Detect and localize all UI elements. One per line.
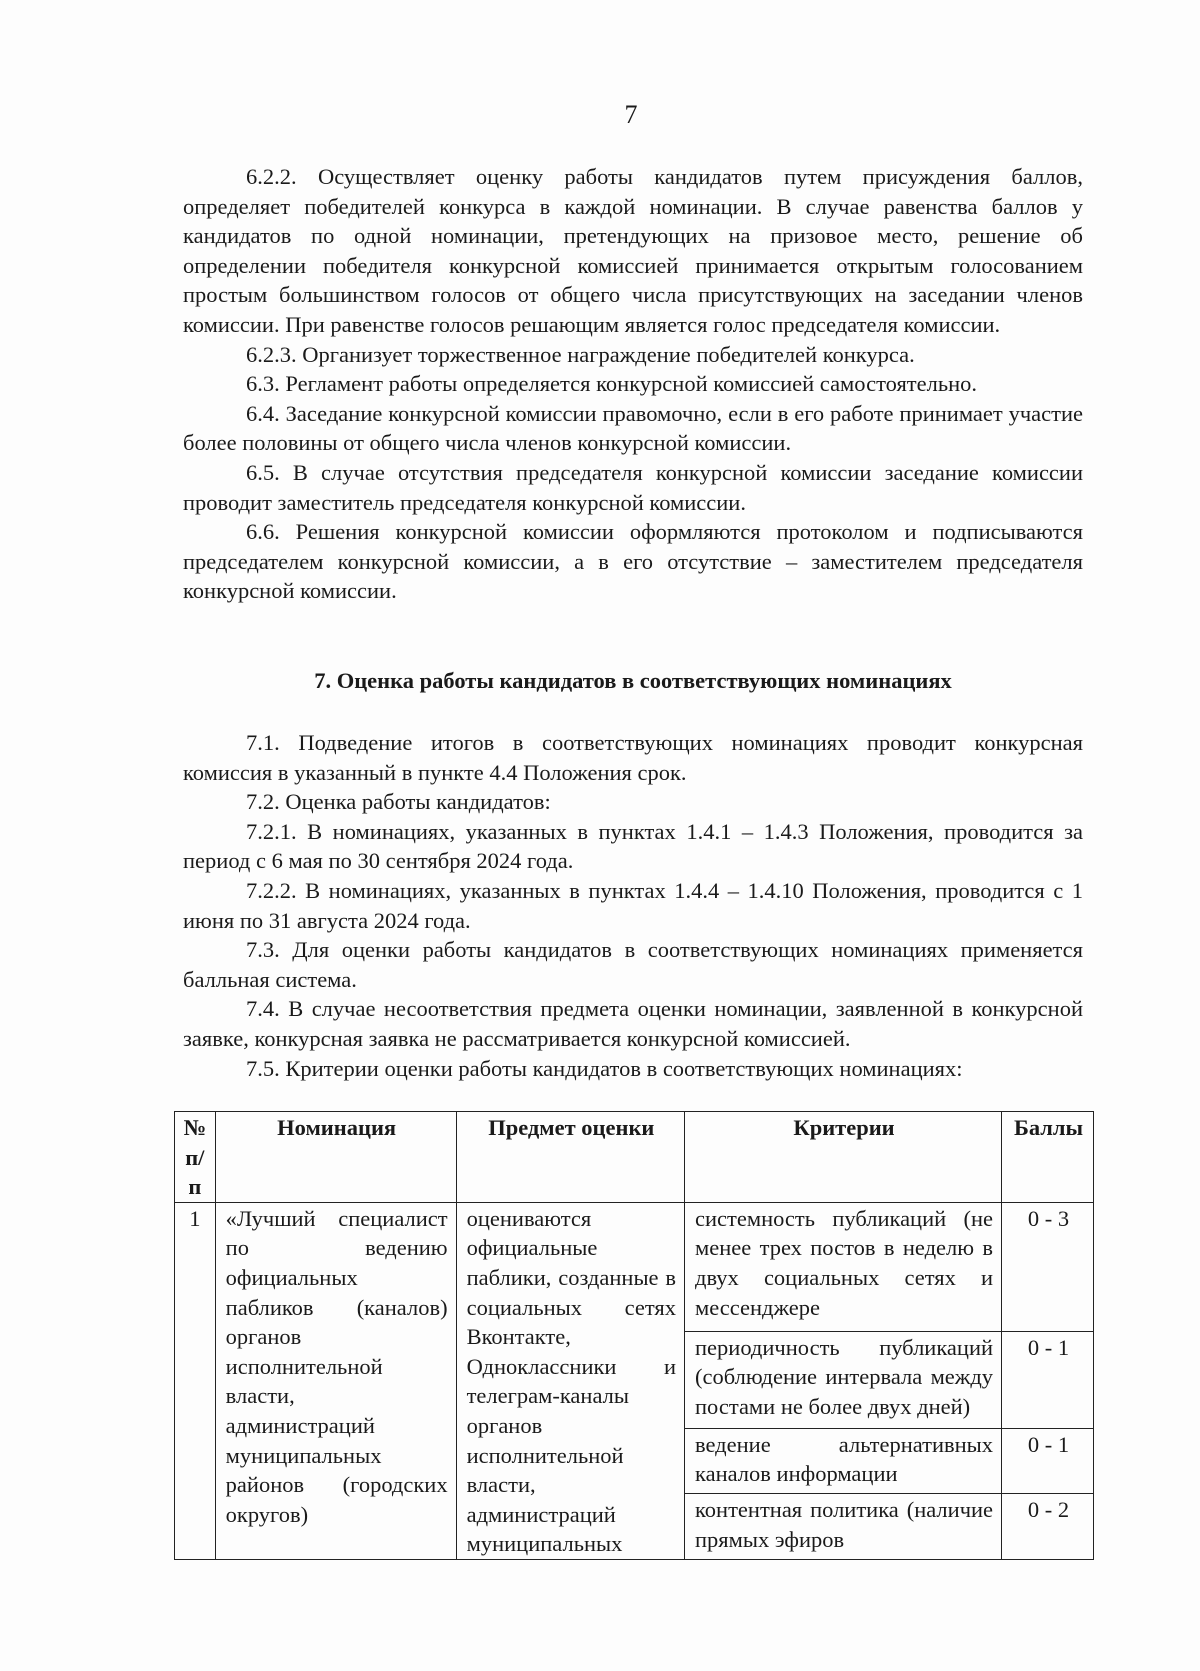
paragraph-6-2-3: 6.2.3. Организует торжественное награждение победителей конкурса. [246,341,915,367]
paragraph-6-5: 6.5. В случае отсутствия председателя конкурсной комиссии заседание комиссии проводит заместитель председателя конкурсной комиссии. [183,459,1083,515]
header-subject: Предмет оценки [456,1112,684,1203]
paragraph-6-3: 6.3. Регламент работы определяется конкурсной комиссией самостоятельно. [246,371,978,397]
criterion-points: 0 - 2 [1002,1494,1094,1560]
paragraph-7-2-2: 7.2.2. В номинациях, указанных в пунктах 1.4.4 – 1.4.10 Положения, проводится с 1 июня по 31 августа 2024 года. [183,877,1083,933]
criteria-table [174,1111,1094,1560]
header-number: № п/п [175,1112,216,1203]
header-points: Баллы [1002,1112,1094,1203]
paragraph-6-2-2: 6.2.2. Осуществляет оценку работы кандидатов путем присуждения баллов, определяет победителей конкурса в каждой номинации. В случае равенства баллов у кандидатов по одной номинации, претендующих на призовое место, решение об определении победителя конкурсной комиссией принимается открытым голосованием простым большинством голосов от общего числа присутствующих на заседании членов комиссии. При равенстве голосов решающим является голос председателя комиссии. [183,164,1083,337]
table-header-row [175,1112,1094,1203]
criterion-points: 0 - 1 [1002,1331,1094,1428]
paragraph-7-4: 7.4. В случае несоответствия предмета оценки номинации, заявленной в конкурсной заявке, конкурсная заявка не рассматривается конкурсной комиссией. [183,996,1083,1051]
paragraph-7-5: 7.5. Критерии оценки работы кандидатов в соответствующих номинациях: [246,1055,963,1081]
header-nomination: Номинация [215,1112,456,1203]
row-subject: оцениваются официальные паблики, созданные в социальных сетях Вконтакте, Одноклассники и телеграм-каналы органов исполнительной власти, администраций муниципальных [456,1202,684,1559]
section-7-body [183,728,1083,1083]
row-nomination: «Лучший специалист по ведению официальных пабликов (каналов) органов исполнительной власти, администраций муниципальных районов (городских округов) [215,1202,456,1559]
paragraph-7-2: 7.2. Оценка работы кандидатов: [246,789,551,815]
criterion-text: контентная политика (наличие прямых эфиров [685,1494,1002,1560]
paragraph-6-4: 6.4. Заседание конкурсной комиссии правомочно, если в его работе принимает участие более половины от общего числа членов конкурсной комиссии. [183,400,1083,456]
table-row [175,1202,1094,1331]
paragraph-7-2-1: 7.2.1. В номинациях, указанных в пунктах 1.4.1 – 1.4.3 Положения, проводится за период с 6 мая по 30 сентября 2024 года. [183,818,1083,874]
criterion-points: 0 - 1 [1002,1428,1094,1494]
section-7-heading: 7. Оценка работы кандидатов в соответствующих номинациях [314,668,952,693]
page-number: 7 [624,100,638,129]
criterion-text: системность публикаций (не менее трех постов в неделю в двух социальных сетях и мессенджере [685,1202,1002,1331]
paragraph-7-3: 7.3. Для оценки работы кандидатов в соответствующих номинациях применяется балльная система. [183,937,1083,992]
row-number: 1 [175,1202,216,1559]
paragraph-7-1: 7.1. Подведение итогов в соответствующих номинациях проводит конкурсная комиссия в указанный в пункте 4.4 Положения срок. [183,730,1083,785]
criterion-text: периодичность публикаций (соблюдение интервала между постами не более двух дней) [685,1331,1002,1428]
criterion-points: 0 - 3 [1002,1202,1094,1331]
document-body [183,162,1083,1081]
criterion-text: ведение альтернативных каналов информации [685,1428,1002,1494]
paragraph-6-6: 6.6. Решения конкурсной комиссии оформляются протоколом и подписываются председателем конкурсной комиссии, а в его отсутствие – заместителем председателя конкурсной комиссии. [183,519,1083,604]
header-criteria: Критерии [685,1112,1002,1203]
